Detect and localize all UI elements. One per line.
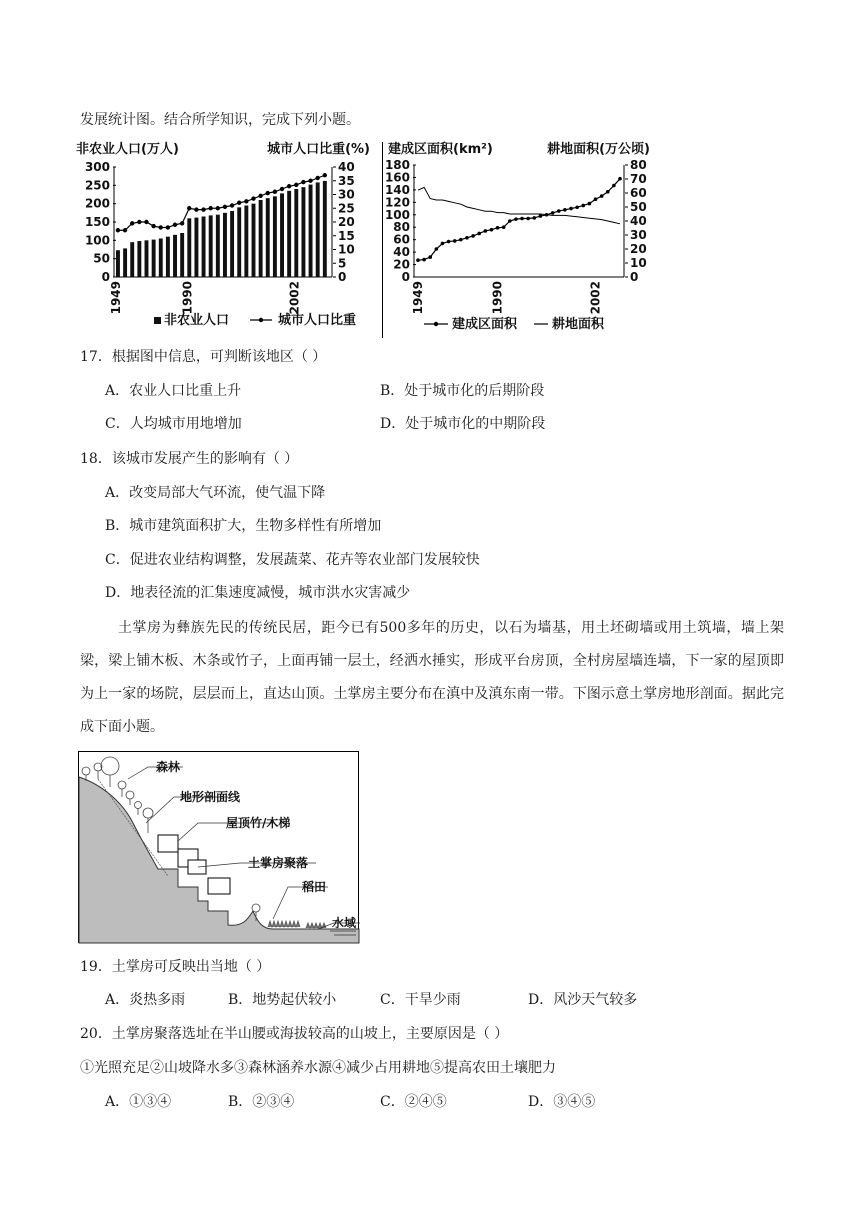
builtup-point: [459, 238, 463, 242]
q19-option-c[interactable]: C．干旱少雨: [380, 992, 461, 1008]
ratio-point: [258, 194, 262, 198]
builtup-point: [416, 258, 420, 262]
y-tick-left: 100: [384, 207, 410, 222]
y-tick-right: 40: [630, 214, 647, 228]
label-profile-line: 地形剖面线: [180, 790, 241, 804]
tuzhangfang-profile-figure: [78, 751, 360, 944]
builtup-farmland-chart: [384, 138, 664, 338]
ratio-point: [301, 180, 305, 184]
x-tick-label: 2002: [287, 281, 302, 315]
ratio-point: [237, 201, 241, 205]
y-tick-left: 250: [84, 178, 110, 193]
builtup-point: [490, 228, 494, 232]
ratio-point: [159, 225, 163, 229]
y-tick-right: 10: [630, 256, 647, 270]
bar: [223, 213, 227, 277]
builtup-point: [545, 213, 549, 217]
bar: [266, 198, 270, 277]
label-forest: 森林: [156, 760, 181, 774]
ratio-point: [123, 228, 127, 232]
x-tick-label: 1990: [180, 281, 195, 315]
builtup-point: [422, 258, 426, 262]
builtup-point: [594, 197, 598, 201]
chart1-left-ylabel: 非农业人口(万人): [76, 142, 179, 157]
bar: [137, 241, 141, 277]
y-tick-left: 60: [393, 232, 410, 247]
bar: [216, 215, 220, 277]
x-tick-label: 2002: [588, 281, 603, 315]
builtup-point: [484, 229, 488, 233]
ratio-point: [116, 228, 120, 232]
y-tick-left: 100: [84, 233, 110, 248]
bar: [287, 191, 291, 277]
house-icon: [188, 860, 206, 874]
y-tick-right: 30: [630, 228, 647, 242]
ratio-point: [294, 183, 298, 187]
legend-builtup-label: 建成区面积: [452, 317, 518, 332]
y-tick-right: 30: [338, 187, 355, 202]
ratio-point: [315, 176, 319, 180]
bar: [280, 193, 284, 277]
bar: [152, 240, 156, 277]
builtup-point: [606, 190, 610, 194]
legend-nonagri-label: 非农业人口: [164, 313, 230, 328]
chart1-legend: [154, 312, 356, 328]
q20-option-d[interactable]: D．③④⑤: [528, 1094, 596, 1110]
label-water: 水域: [332, 916, 357, 930]
y-tick-left: 300: [84, 160, 110, 174]
y-tick-left: 160: [384, 170, 410, 185]
builtup-point: [539, 214, 543, 218]
builtup-point: [581, 204, 585, 208]
q20-statements: ①光照充足②山坡降水多③森林涵养水源④减少占用耕地⑤提高农田土壤肥力: [80, 1060, 556, 1076]
legend-bar-swatch: [154, 317, 161, 324]
builtup-point: [563, 208, 567, 212]
chart2-builtup-line: [418, 179, 620, 261]
builtup-point: [551, 211, 555, 215]
chart1-ratio-line: [118, 175, 325, 230]
bar: [252, 204, 256, 277]
q18-option-a[interactable]: A．改变局部大气环流，使气温下降: [105, 485, 326, 501]
y-tick-right: 20: [630, 242, 647, 256]
q18-option-b[interactable]: B．城市建筑面积扩大，生物多样性有所增加: [105, 518, 382, 534]
builtup-point: [508, 219, 512, 223]
bar: [130, 242, 134, 277]
bar: [259, 200, 263, 277]
ratio-point: [287, 184, 291, 188]
bar: [209, 215, 213, 277]
ratio-point: [166, 225, 170, 229]
builtup-point: [465, 236, 469, 240]
chart1-right-ylabel: 城市人口比重(%): [267, 142, 370, 157]
y-tick-left: 150: [84, 215, 110, 229]
ratio-point: [308, 179, 312, 183]
ratio-point: [137, 220, 141, 224]
builtup-point: [612, 184, 616, 188]
label-paddy: 稻田: [302, 880, 327, 894]
ratio-point: [180, 221, 184, 225]
ratio-point: [194, 207, 198, 211]
q18-option-c[interactable]: C．促进农业结构调整，发展蔬菜、花卉等农业部门发展较快: [105, 552, 480, 568]
q17-option-d[interactable]: D．处于城市化的中期阶段: [380, 416, 546, 432]
builtup-point: [569, 207, 573, 211]
y-tick-right: 10: [338, 242, 355, 257]
chart2-right-ylabel: 耕地面积(万公顷): [547, 142, 650, 157]
chart-divider: [382, 142, 383, 338]
builtup-point: [435, 247, 439, 251]
bar: [166, 237, 170, 277]
population-chart: [74, 138, 374, 338]
legend-line-dot: [259, 318, 263, 322]
y-tick-left: 20: [393, 257, 410, 272]
bar: [309, 185, 313, 277]
y-tick-right: 70: [630, 172, 647, 186]
q19-stem: 19．土掌房可反映出当地（ ）: [80, 959, 271, 975]
chart2-legend: [424, 316, 605, 332]
y-tick-left: 80: [393, 220, 410, 235]
ratio-point: [251, 196, 255, 200]
house-icon: [208, 878, 230, 894]
bar: [316, 182, 320, 277]
ratio-point: [223, 205, 227, 209]
x-tick-label: 1949: [411, 281, 425, 315]
q20-stem: 20．土掌房聚落选址在半山腰或海拔较高的山坡上，主要原因是（ ）: [80, 1026, 509, 1042]
q19-option-a[interactable]: A．炎热多雨: [105, 992, 186, 1008]
q20-option-a[interactable]: A．①③④: [105, 1094, 172, 1110]
q20-option-c[interactable]: C．②④⑤: [380, 1094, 447, 1110]
legend-ratio-label: 城市人口比重: [278, 313, 357, 328]
bar: [145, 240, 149, 277]
builtup-point: [514, 217, 518, 221]
legend-builtup-dot: [434, 322, 438, 326]
y-tick-right: 20: [338, 215, 355, 229]
bar: [194, 218, 198, 277]
q19-option-d[interactable]: D．风沙天气较多: [528, 992, 638, 1008]
builtup-point: [600, 194, 604, 198]
builtup-point: [441, 242, 445, 246]
passage-text: 土掌房为彝族先民的传统民居，距今已有500多年的历史，以石为墙基，用土坯砌墙或用土筑墙，墙上架梁，梁上铺木板、木条或竹子，上面再铺一层土，经洒水捶实，形成平台房顶，全村房屋墙连墙，下一家的屋顶即为上一家的场院，层层而上，直达山顶。土掌房主要分布在滇中及滇东南一带。下图示意土掌房地形剖面。据此完成下面小题。: [80, 620, 784, 735]
bar: [237, 207, 241, 277]
intro-text: 发展统计图。结合所学知识，完成下列小题。: [80, 112, 360, 128]
bar: [173, 235, 177, 277]
legend-farmland-label: 耕地面积: [552, 317, 605, 332]
builtup-point: [496, 226, 500, 230]
builtup-point: [588, 202, 592, 206]
q18-stem: 18．该城市发展产生的影响有（ ）: [80, 451, 299, 467]
label-village: 土掌房聚落: [248, 856, 309, 870]
ratio-point: [187, 206, 191, 210]
ratio-point: [201, 207, 205, 211]
ratio-point: [216, 206, 220, 210]
y-tick-right: 60: [630, 186, 647, 200]
builtup-point: [557, 209, 561, 213]
bar: [230, 211, 234, 277]
y-tick-left: 0: [101, 270, 110, 284]
y-tick-left: 50: [93, 251, 110, 266]
builtup-point: [453, 239, 457, 243]
x-tick-label: 1949: [109, 281, 123, 315]
builtup-point: [471, 234, 475, 238]
builtup-point: [428, 255, 432, 259]
builtup-point: [618, 177, 622, 181]
ratio-point: [208, 206, 212, 210]
q19-option-b[interactable]: B．地势起伏较小: [228, 992, 337, 1008]
y-tick-right: 25: [338, 201, 355, 216]
y-tick-right: 80: [630, 158, 647, 172]
y-tick-right: 15: [338, 228, 355, 243]
bar: [202, 217, 206, 278]
ratio-point: [273, 190, 277, 194]
y-tick-left: 120: [384, 195, 410, 210]
builtup-point: [520, 217, 524, 221]
y-tick-right: 50: [630, 200, 647, 214]
ratio-point: [266, 191, 270, 195]
q17-stem: 17．根据图中信息，可判断该地区（ ）: [80, 349, 327, 365]
q17-option-a[interactable]: A．农业人口比重上升: [105, 383, 242, 399]
bar: [116, 250, 120, 277]
q17-option-c[interactable]: C．人均城市用地增加: [105, 416, 242, 432]
ratio-point: [280, 187, 284, 191]
y-tick-left: 200: [84, 196, 110, 211]
ratio-point: [144, 220, 148, 224]
ratio-point: [130, 221, 134, 225]
bar: [187, 218, 191, 277]
house-icon: [158, 835, 178, 852]
y-tick-right: 40: [338, 160, 355, 174]
y-tick-left: 140: [384, 182, 410, 197]
label-roof-ladder: 屋顶竹/木梯: [226, 816, 291, 830]
q17-option-b[interactable]: B．处于城市化的后期阶段: [380, 383, 545, 399]
q20-option-b[interactable]: B．②③④: [228, 1094, 295, 1110]
ratio-point: [244, 199, 248, 203]
y-tick-left: 40: [393, 245, 410, 260]
bar: [180, 233, 184, 277]
ratio-point: [230, 203, 234, 207]
ratio-point: [151, 224, 155, 228]
bar: [244, 206, 248, 278]
bar: [294, 189, 298, 277]
bar: [123, 248, 127, 277]
y-tick-right: 0: [630, 270, 639, 284]
ratio-point: [173, 223, 177, 227]
chart2-left-ylabel: 建成区面积(km²): [388, 142, 493, 157]
builtup-point: [533, 216, 537, 220]
builtup-point: [477, 232, 481, 236]
bar: [273, 196, 277, 277]
y-tick-right: 5: [338, 256, 347, 271]
y-tick-left: 180: [384, 158, 410, 172]
y-tick-right: 35: [338, 173, 355, 188]
builtup-point: [447, 240, 451, 244]
x-tick-label: 1990: [490, 281, 505, 315]
builtup-point: [575, 206, 579, 210]
bar: [159, 239, 163, 278]
bar: [301, 187, 305, 277]
bar: [323, 181, 327, 277]
ratio-point: [323, 173, 327, 177]
q18-option-d[interactable]: D．地表径流的汇集速度减慢，城市洪水灾害减少: [105, 585, 411, 601]
y-tick-left: 0: [401, 270, 410, 284]
builtup-point: [526, 217, 530, 221]
y-tick-right: 0: [338, 270, 347, 284]
builtup-point: [502, 225, 506, 229]
